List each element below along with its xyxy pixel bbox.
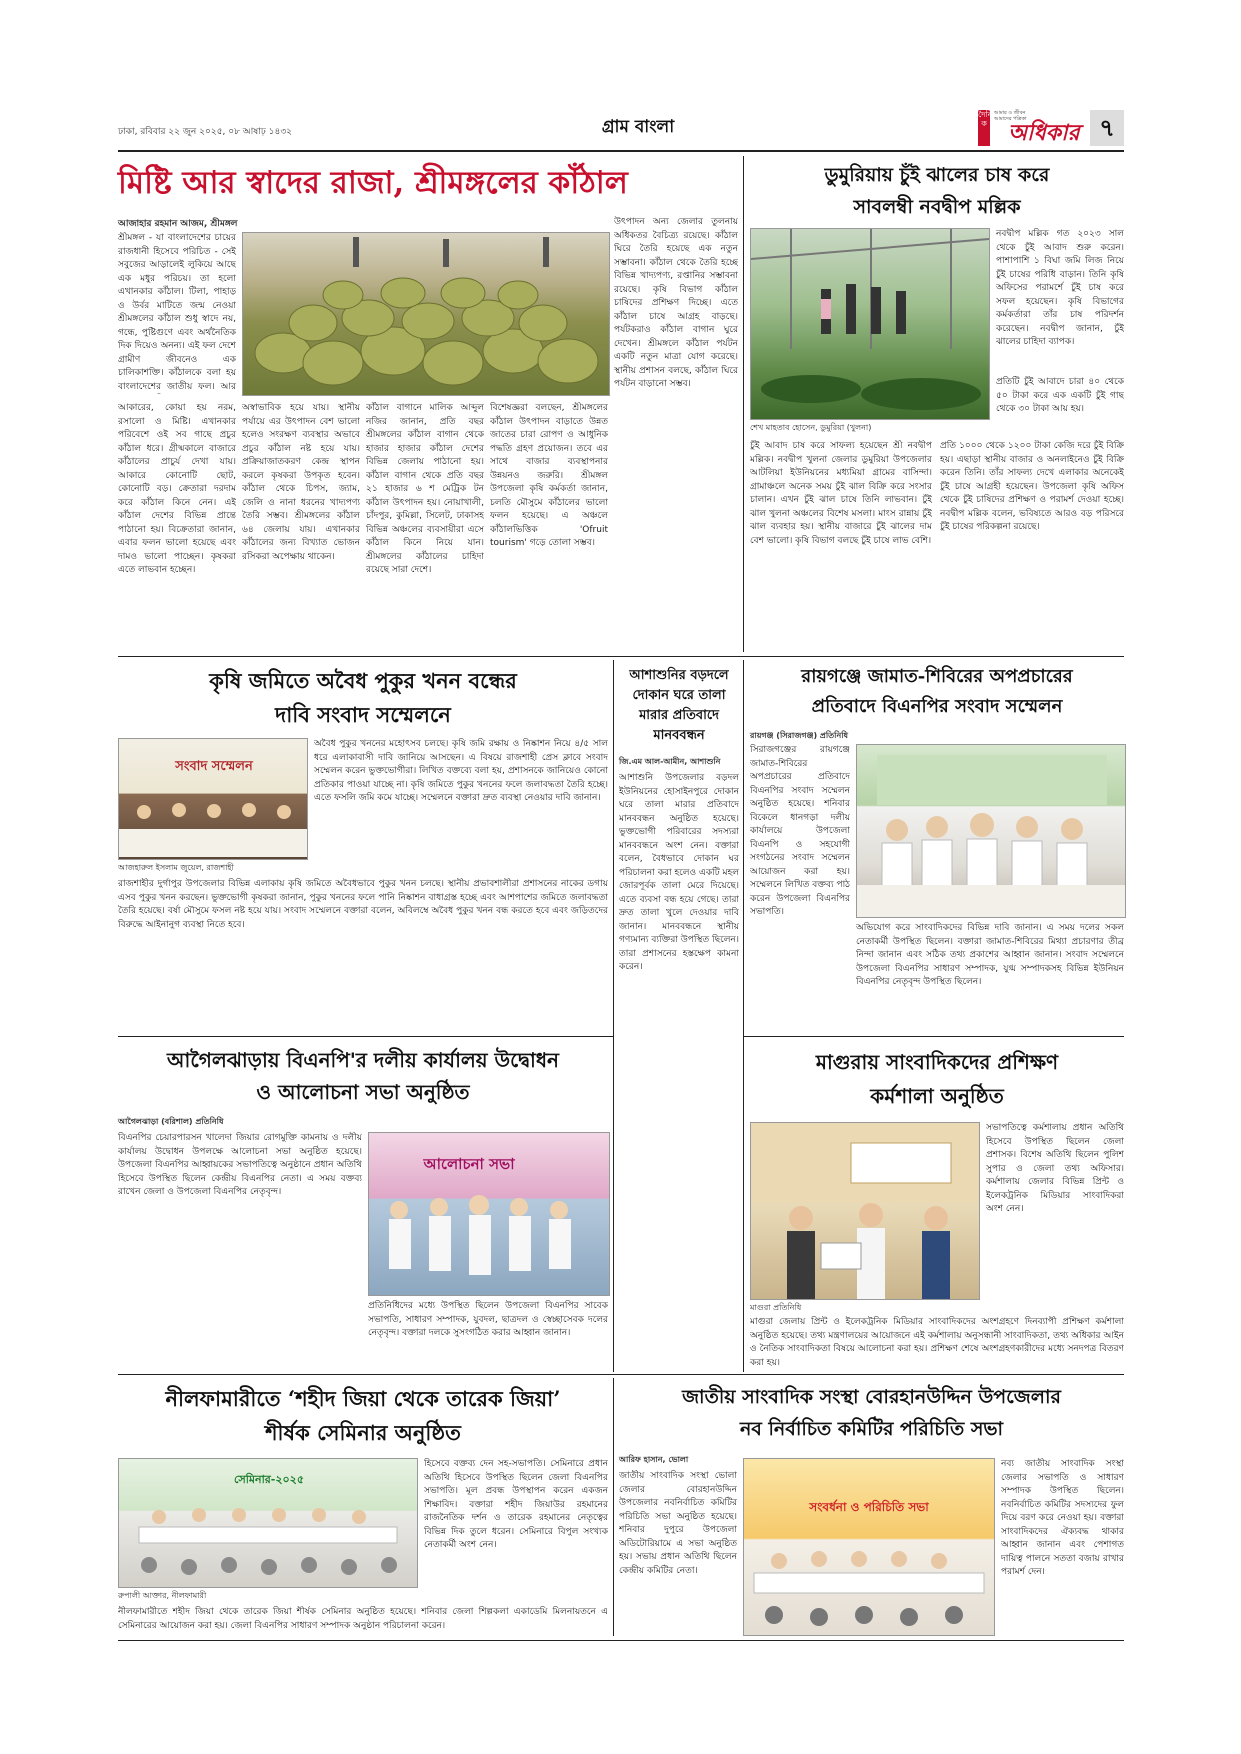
page-number: ৭: [1090, 110, 1124, 146]
agailjhara-photo: [368, 1132, 610, 1296]
magura-headline-2: কর্মশালা অনুষ্ঠিত: [870, 1084, 1004, 1108]
nilphamari-bottom: নীলফামারীতে শহীদ জিয়া থেকে তারেক জিয়া শীর্ষক সেমিনার অনুষ্ঠিত হয়েছে। শনিবার জেলা শিল্পকলা একাডেমি মিলনায়তনে এ সেমিনারের আয়োজন করা হয়। জেলা বিএনপির সাধারণ সম্পাদক অনুষ্ঠান পরিচালনা করেন।: [118, 1607, 608, 1631]
meeting-illustration: [369, 1185, 609, 1295]
hrule-2-left: [118, 1036, 613, 1037]
nilphamari-caption: রুপালী আক্তার, নীলফামারী: [118, 1591, 207, 1600]
header-rule: [118, 150, 1124, 152]
raiganj-headline-2: প্রতিবাদে বিএনপির সংবাদ সম্মেলন: [811, 696, 1063, 717]
nilphamari-right: হিসেবে বক্তব্য দেন সহ-সভাপতি। সেমিনারে প্রধান অতিথি হিসেবে উপস্থিত ছিলেন জেলা বিএনপির সভাপতি। মূল প্রবন্ধ উপস্থাপন করেন একজন শিক্ষাবিদ। বক্তারা শহীদ জিয়াউর রহমানের রাজনৈতিক দর্শন ও তারেক রহমানের নেতৃত্বের বিভিন্ন দিক তুলে ধরেন। সেমিনারে বিপুল সংখ্যক নেতাকর্মী অংশ নেন।: [424, 1459, 608, 1550]
paper-tag: দৈনিক: [978, 110, 990, 146]
article-magura: [750, 1040, 1124, 1370]
pukur-right: অবৈধ পুকুর খননের মহোৎসব চলছে। কৃষি জমি রক্ষায় ও নিষ্কাশন নিয়ে ৪/৫ সাল ধরে এলাকাবাসী দাবি জানিয়ে আসছেন। এ বিষয়ে রাজশাহী প্রেস ক্লাবে সংবাদ সম্মেলন করেন ভুক্তভোগীরা। লিখিত বক্তব্যে বলা হয়, প্রশাসনকে জানিয়েও কোনো প্রতিকার পাওয়া যাচ্ছে না। কৃষি জমিতে পুকুর খননের ফলে জলাবদ্ধতা তৈরি হচ্ছে। এতে ফসলি জমি কমে যাচ্ছে। সম্মেলনে বক্তারা দ্রুত ব্যবস্থা নেওয়ার দাবি জানান।: [314, 739, 608, 803]
magura-photo: [750, 1122, 980, 1300]
kathal-col3b: বিশেষজ্ঞরা বলছেন, শ্রীমঙ্গলের কাঁঠাল উৎপাদন বাড়াতে উন্নত জাতের চারা রোপণ ও আধুনিক পদ্ধতি গ্রহণ প্রয়োজন। তবে এর সাথে বাজার ব্যবস্থাপনার উন্নয়নও জরুরি। শ্রীমঙ্গল উপজেলা কৃষি কর্মকর্তা জানান, চলতি মৌসুমে কাঁঠালের ভালো ফলন হয়েছে। এ অঞ্চলে কাঁঠালভিত্তিক 'Ofruit tourism' গড়ে তোলা সম্ভব।: [490, 403, 608, 548]
magura-right: সভাপতিত্বে কর্মশালায় প্রধান অতিথি হিসেবে উপস্থিত ছিলেন জেলা প্রশাসক। বিশেষ অতিথি ছিলেন পুলিশ সুপার ও জেলা তথ্য অফিসার। কর্মশালায় জেলার বিভিন্ন প্রিন্ট ও ইলেকট্রনিক মিডিয়ার সাংবাদিকরা অংশ নেন।: [986, 1123, 1124, 1214]
page-header: [118, 110, 1124, 146]
vrule-mid-2: [743, 660, 744, 1372]
kathal-byline: আজাহার রহমান আজম, শ্রীমঙ্গল: [118, 219, 238, 229]
chui-side-b: প্রতিটি চুঁই আবাদে চারা ৪০ থেকে ৫০ টাকা করে এক একটি চুঁই গাছ থেকে ৩০ টাকা আয় হয়।: [996, 377, 1124, 414]
agailjhara-caption: প্রতিনিধিদের মধ্যে উপস্থিত ছিলেন উপজেলা বিএনপির সাবেক সভাপতি, সাধারণ সম্পাদক, যুবদল, ছাত্রদল ও স্বেচ্ছাসেবক দলের নেতৃবৃন্দ। বক্তারা দলকে সুসংগঠিত করার আহ্বান জানান।: [368, 1301, 608, 1338]
article-pukur: [118, 660, 608, 1032]
nilphamari-banner: সেমিনার-২০২৫: [234, 1473, 304, 1486]
kathal-photo: [242, 232, 610, 396]
vrule-top: [743, 156, 744, 652]
footer-rule: [118, 1640, 1124, 1641]
article-kathal: [118, 156, 738, 652]
borhanuddin-headline-2: নব নির্বাচিত কমিটির পরিচিতি সভা: [739, 1418, 1004, 1440]
nilphamari-headline-1: নীলফামারীতে ‘শহীদ জিয়া থেকে তারেক জিয়া’: [165, 1386, 561, 1411]
agailjhara-headline-2: ও আলোচনা সভা অনুষ্ঠিত: [256, 1080, 470, 1104]
hrule-2-right: [743, 1036, 1124, 1037]
article-nilphamari: [118, 1378, 608, 1638]
reception-illustration: [744, 1543, 994, 1633]
greenhouse-illustration: [751, 229, 989, 419]
masthead: [978, 110, 1124, 146]
kathal-headline: মিষ্টি আর স্বাদের রাজা, শ্রীমঙ্গলের কাঁঠাল: [118, 165, 628, 201]
raiganj-left: সিরাজগঞ্জের রায়গঞ্জে জামাত-শিবিরের অপপ্রচারের প্রতিবাদে বিএনপির সংবাদ সম্মেলন অনুষ্ঠিত হয়েছে। শনিবার বিকেলে ধানগড়া দলীয় কার্যালয়ে উপজেলা বিএনপি ও সহযোগী সংগঠনের সংবাদ সম্মেলন আয়োজন করা হয়। সম্মেলনে লিখিত বক্তব্য পাঠ করেন উপজেলা বিএনপির সভাপতি।: [750, 745, 850, 917]
agailjhara-banner: আলোচনা সভা: [423, 1155, 515, 1173]
hrule-1: [118, 656, 1124, 657]
chui-photo: [750, 228, 990, 420]
borhanuddin-banner: সংবর্ধনা ও পরিচিতি সভা: [809, 1500, 929, 1514]
pukur-photo: [118, 738, 308, 860]
agailjhara-headline-1: আগৈলঝাড়ায় বিএনপি'র দলীয় কার্যালয় উদ্বোধন: [167, 1048, 559, 1072]
nilphamari-photo: [118, 1458, 418, 1588]
pukur-banner: সংবাদ সম্মেলন: [175, 759, 253, 774]
hrule-3: [118, 1374, 1124, 1375]
kathal-col1b: আকারের, কোয়া হয় নরম, রসালো ও মিষ্টি। এখানকার পরিবেশে ওই সব গাছে প্রচুর কাঁঠাল ধরে। গ্রীষ্মকালে বাজারে কাঁঠালের প্রাচুর্য দেখা যায়। আকারে কোনোটি ছোট, কোনোটি বড়। ক্রেতারা দরদাম করে কাঁঠাল কিনে নেন। এই কাঁঠাল দেশের বিভিন্ন প্রান্তে পাঠানো হয়। বিক্রেতারা জানান, এবার ফলন ভালো হয়েছে এবং দামও ভালো পাচ্ছেন। কৃষকরা এতে লাভবান হচ্ছেন।: [118, 403, 236, 575]
ashashuni-body: আশাশুনি উপজেলার বড়দল ইউনিয়নের হোসাইনপুরে দোকান ঘরে তালা মারার প্রতিবাদে মানববন্ধন অনুষ্ঠিত হয়েছে। ভুক্তভোগী পরিবারের সদস্যরা মানববন্ধনে অংশ নেন। বক্তারা বলেন, বৈধভাবে দোকান ঘর পরিচালনা করা হলেও একটি মহল জোরপূর্বক তালা মেরে দিয়েছে। এতে ব্যবসা বন্ধ হয়ে গেছে। তারা দ্রুত তালা খুলে দেওয়ার দাবি জানান। মানববন্ধনে স্থানীয় গণ্যমান্য ব্যক্তিরা উপস্থিত ছিলেন। তারা প্রশাসনের হস্তক্ষেপ কামনা করেন।: [619, 773, 739, 972]
article-raiganj: [750, 660, 1124, 1032]
raiganj-bottom: অভিযোগ করে সাংবাদিকদের বিভিন্ন দাবি জানান। এ সময় দলের সকল নেতাকর্মী উপস্থিত ছিলেন। বক্তারা জামাত-শিবিরের মিথ্যা প্রচারণার তীব্র নিন্দা জানান এবং সঠিক তথ্য প্রকাশের আহ্বান জানান। সংবাদ সম্মেলনে উপজেলা বিএনপির সাধারণ সম্পাদক, যুগ্ম সম্পাদকসহ বিভিন্ন ইউনিয়ন বিএনপির নেতৃবৃন্দ উপস্থিত ছিলেন।: [856, 923, 1124, 987]
magura-bottom: মাগুরা জেলায় প্রিন্ট ও ইলেকট্রনিক মিডিয়ার সাংবাদিকদের অংশগ্রহণে দিনব্যাপী প্রশিক্ষণ কর্মশালা অনুষ্ঠিত হয়েছে। তথ্য মন্ত্রণালয়ের আয়োজনে এই কর্মশালায় অনুসন্ধানী সাংবাদিকতা, তথ্য অধিকার আইন ও নৈতিক সাংবাদিকতা বিষয়ে আলোচনা করা হয়। প্রশিক্ষণ শেষে অংশগ্রহণকারীদের মধ্যে সনদপত্র বিতরণ করা হয়।: [750, 1317, 1124, 1368]
pukur-headline-1: কৃষি জমিতে অবৈধ পুকুর খনন বন্ধের: [209, 668, 517, 693]
agailjhara-byline: আগৈলঝাড়া (বরিশাল) প্রতিনিধি: [118, 1117, 224, 1126]
ashashuni-headline: আশাশুনির বড়দলে দোকান ঘরে তালা মারার প্রতিবাদে মানববন্ধন: [629, 668, 729, 743]
kathal-col3: কাঁঠাল বাগানে মালিক আব্দুল নজির জানান, প্রতি বছর শ্রীমঙ্গলের কাঁঠাল বাগান থেকে হাজার হাজার কাঁঠাল দেশের বিভিন্ন জেলায় পাঠানো হয়। কাঁঠাল বাগান থেকে প্রতি বছর ২১ হাজার ৬ শ মেট্রিক টন কাঁঠাল উৎপাদন হয়। নোয়াখালী, চাঁদপুর, কুমিল্লা, সিলেট, ঢাকাসহ বিভিন্ন অঞ্চলের ব্যবসায়ীরা এসে কাঁঠাল কিনে নিয়ে যান। শ্রীমঙ্গলের কাঁঠালের চাহিদা রয়েছে সারা দেশে।: [366, 403, 484, 575]
nilphamari-headline-2: শীর্ষক সেমিনার অনুষ্ঠিত: [265, 1420, 461, 1445]
section-title: গ্রাম বাংলা: [601, 117, 675, 137]
kathal-col4: উৎপাদন অন্য জেলার তুলনায় অধিকতর বৈচিত্র্য রয়েছে। কাঁঠাল ঘিরে তৈরি হয়েছে এক নতুন সম্ভাবনা। কাঁঠাল থেকে তৈরি হচ্ছে বিভিন্ন খাদ্যপণ্য, রপ্তানির সম্ভাবনা রয়েছে। কৃষি বিভাগ কাঁঠাল চাষিদের প্রশিক্ষণ দিচ্ছে। এতে কাঁঠাল চাষে আগ্রহ বাড়ছে। পর্যটকরাও কাঁঠাল বাগান ঘুরে দেখেন। শ্রীমঙ্গলে কাঁঠাল পর্যটন একটি নতুন মাত্রা যোগ করেছে। স্থানীয় প্রশাসন বলছে, কাঁঠাল ঘিরে পর্যটন বাড়ানো সম্ভব।: [614, 217, 738, 389]
chui-body-left: চুঁই আবাদ চাষ করে সাফল্য হয়েছেন শ্রী নবদ্বীপ মল্লিক। নবদ্বীপ খুলনা জেলার ডুমুরিয়া উপজেলার আটলিয়া ইউনিয়নের মধ্যমিয়া গ্রামের বাসিন্দা। গ্রামাঞ্চলে অনেক সময় চুঁই ঝাল বিক্রি করে সংসার চালান। এখন চুঁই ঝাল চাষে তিনি লাভবান। চুঁই ঝাল খুলনা অঞ্চলের বিশেষ মসলা। মাংস রান্নায় চুঁই ঝাল ব্যবহার হয়। স্থানীয় বাজারে চুঁই ঝালের দাম বেশ ভালো। কৃষি বিভাগ বলছে চুঁই চাষে লাভ বেশি।: [750, 441, 932, 546]
paper-slogan: আমার ও জীবন আমাদের পত্রিকা: [994, 110, 1027, 122]
seminar-illustration: [119, 1497, 417, 1587]
pukur-bottom: রাজশাহীর দুর্গাপুর উপজেলার বিভিন্ন এলাকায় কৃষি জমিতে অবৈধভাবে পুকুর খনন চলছে। স্থানীয় প্রভাবশালীরা প্রশাসনের নাকের ডগায় এসব পুকুর খনন করছেন। ভুক্তভোগী কৃষকরা জানান, পুকুর খননের ফলে পানি নিষ্কাশন বাধাগ্রস্ত হচ্ছে এবং আশপাশের জমিতে জলাবদ্ধতা তৈরি হয়েছে। বর্ষা মৌসুমে ফসল নষ্ট হয়ে যায়। সংবাদ সম্মেলনে বক্তারা বলেন, অবিলম্বে অবৈধ পুকুর খনন বন্ধ করতে হবে এবং জড়িতদের বিরুদ্ধে আইনানুগ ব্যবস্থা নিতে হবে।: [118, 879, 608, 930]
article-borhanuddin: [619, 1378, 1124, 1638]
ashashuni-byline: জি.এম আল-আমীন, আশাশুনি: [619, 757, 721, 766]
magura-headline-1: মাগুরায় সাংবাদিকদের প্রশিক্ষণ: [815, 1050, 1059, 1074]
chui-body-right: প্রতি ১০০০ থেকে ১২০০ টাকা কেজি দরে চুঁই বিক্রি হয়। এছাড়া স্থানীয় বাজার ও অনলাইনেও চুঁই বিক্রি করেন তিনি। তাঁর সাফল্য দেখে এলাকার অনেকেই চুঁই চাষে আগ্রহী হয়েছেন। উপজেলা কৃষি অফিস থেকে চুঁই চাষিদের প্রশিক্ষণ ও পরামর্শ দেওয়া হচ্ছে। নবদ্বীপ মল্লিক বলেন, ভবিষ্যতে আরও বড় পরিসরে চুঁই চাষের পরিকল্পনা রয়েছে।: [940, 441, 1124, 532]
chui-headline-1: ডুমুরিয়ায় চুঁই ঝালের চাষ করে: [824, 164, 1050, 186]
raiganj-byline: রায়গঞ্জ (সিরাজগঞ্জ) প্রতিনিধি: [750, 731, 849, 740]
jackfruit-pile-illustration: [243, 233, 609, 395]
chui-side: নবদ্বীপ মল্লিক গত ২০২৩ সাল থেকে চুঁই আবাদ শুরু করেন। পাশাপাশি ১ বিঘা জমি লিজ নিয়ে চুঁই চাষের পরিধি বাড়ান। তিনি কৃষি অফিসের পরামর্শে চুঁই চাষ করে সফল হয়েছেন। কৃষি বিভাগের কর্মকর্তারা তাঁর চাষ পরিদর্শন করেছেন। নবদ্বীপ জানান, চুঁই ঝালের চাহিদা ব্যাপক।: [996, 229, 1124, 347]
dateline: ঢাকা, রবিবার ২২ জুন ২০২৫, ০৮ আষাঢ় ১৪৩২: [118, 127, 293, 137]
award-ceremony-illustration: [751, 1123, 979, 1299]
agailjhara-left: বিএনপির চেয়ারপারসন খালেদা জিয়ার রোগমুক্তি কামনায় ও দলীয় কার্যালয় উদ্বোধন উপলক্ষে আলোচনা সভা অনুষ্ঠিত হয়েছে। উপজেলা বিএনপির আহ্বায়কের সভাপতিত্বে অনুষ্ঠানে প্রধান অতিথি হিসেবে উপস্থিত ছিলেন কেন্দ্রীয় বিএনপির নেতা। এ সময় বক্তব্য রাখেন জেলা ও উপজেলা বিএনপির নেতৃবৃন্দ।: [118, 1133, 362, 1197]
raiganj-photo: [856, 744, 1126, 918]
press-conference-illustration: [119, 797, 307, 857]
pukur-caption: আজহারুল ইসলাম জুয়েল, রাজশাহী: [118, 863, 234, 872]
borhanuddin-left: জাতীয় সাংবাদিক সংস্থা ভোলা জেলার বোরহানউদ্দিন উপজেলার নবনির্বাচিত কমিটির পরিচিতি সভা অনুষ্ঠিত হয়েছে। শনিবার দুপুরে উপজেলা অডিটোরিয়ামে এ সভা অনুষ্ঠিত হয়। সভায় প্রধান অতিথি ছিলেন কেন্দ্রীয় কমিটির নেতা।: [619, 1471, 737, 1576]
vrule-mid-1: [613, 660, 614, 1372]
kathal-col2: অস্বাভাবিক হয়ে যায়। স্থানীয় পর্যায়ে এর উৎপাদন বেশ ভালো হলেও সংরক্ষণ ব্যবস্থার অভাবে প্রচুর কাঁঠাল নষ্ট হয়ে যায়। প্রক্রিয়াজাতকরণ কেন্দ্র স্থাপন করলে কৃষকরা উপকৃত হবেন। কাঁঠাল থেকে চিপস, জ্যাম, জেলি ও নানা ধরনের খাদ্যপণ্য তৈরি সম্ভব। শ্রীমঙ্গলের কাঁঠাল ৬৪ জেলায় যায়। এখানকার কাঁঠালের জন্য বিখ্যাত ভোজন রসিকরা অপেক্ষায় থাকেন।: [242, 403, 360, 562]
vrule-bottom: [613, 1378, 614, 1636]
borhanuddin-headline-1: জাতীয় সাংবাদিক সংস্থা বোরহানউদ্দিন উপজেলার: [682, 1386, 1061, 1408]
bnp-press-illustration: [857, 745, 1125, 917]
paper-logo: অধিকার: [1008, 120, 1080, 146]
article-agailjhara: [118, 1040, 608, 1370]
pukur-headline-2: দাবি সংবাদ সম্মেলনে: [275, 702, 451, 727]
borhanuddin-byline: আরিফ হাসান, ভোলা: [619, 1455, 689, 1464]
chui-caption: শেখ মাহতাব হোসেন, ডুমুরিয়া (খুলনা): [750, 423, 872, 432]
kathal-col1: শ্রীমঙ্গল - যা বাংলাদেশের চায়ের রাজধানী হিসেবে পরিচিত - সেই সবুজের আড়ালেই লুকিয়ে আছে এক মধুর পরিচয়। তা হলো এখানকার কাঁঠাল। টিলা, পাহাড় ও উর্বর মাটিতে জন্ম নেওয়া শ্রীমঙ্গলের কাঁঠাল শুধু স্বাদে নয়, গন্ধে, পুষ্টিগুণে এবং অর্থনৈতিক দিক দিয়েও অনন্য। এই ফল দেশে গ্রামীণ জীবনেও এক চালিকাশক্তি। কাঁঠালকে বলা হয় বাংলাদেশের জাতীয় ফল। আর: [118, 233, 236, 392]
chui-headline-2: সাবলম্বী নবদ্বীপ মল্লিক: [853, 196, 1021, 218]
magura-byline: মাগুরা প্রতিনিধি: [750, 1303, 802, 1312]
borhanuddin-right: নব্য জাতীয় সাংবাদিক সংস্থা জেলার সভাপতি ও সাধারণ সম্পাদক উপস্থিত ছিলেন। নবনির্বাচিত কমিটির সদস্যদের ফুল দিয়ে বরণ করে নেওয়া হয়। বক্তারা সাংবাদিকদের ঐক্যবদ্ধ থাকার আহ্বান জানান এবং পেশাগত দায়িত্ব পালনে সততা বজায় রাখার পরামর্শ দেন।: [1001, 1459, 1124, 1577]
article-ashashuni: [619, 660, 739, 1372]
raiganj-headline-1: রায়গঞ্জে জামাত-শিবিরের অপপ্রচারের: [801, 666, 1073, 687]
borhanuddin-photo: [743, 1458, 995, 1636]
article-chui: [750, 156, 1124, 652]
